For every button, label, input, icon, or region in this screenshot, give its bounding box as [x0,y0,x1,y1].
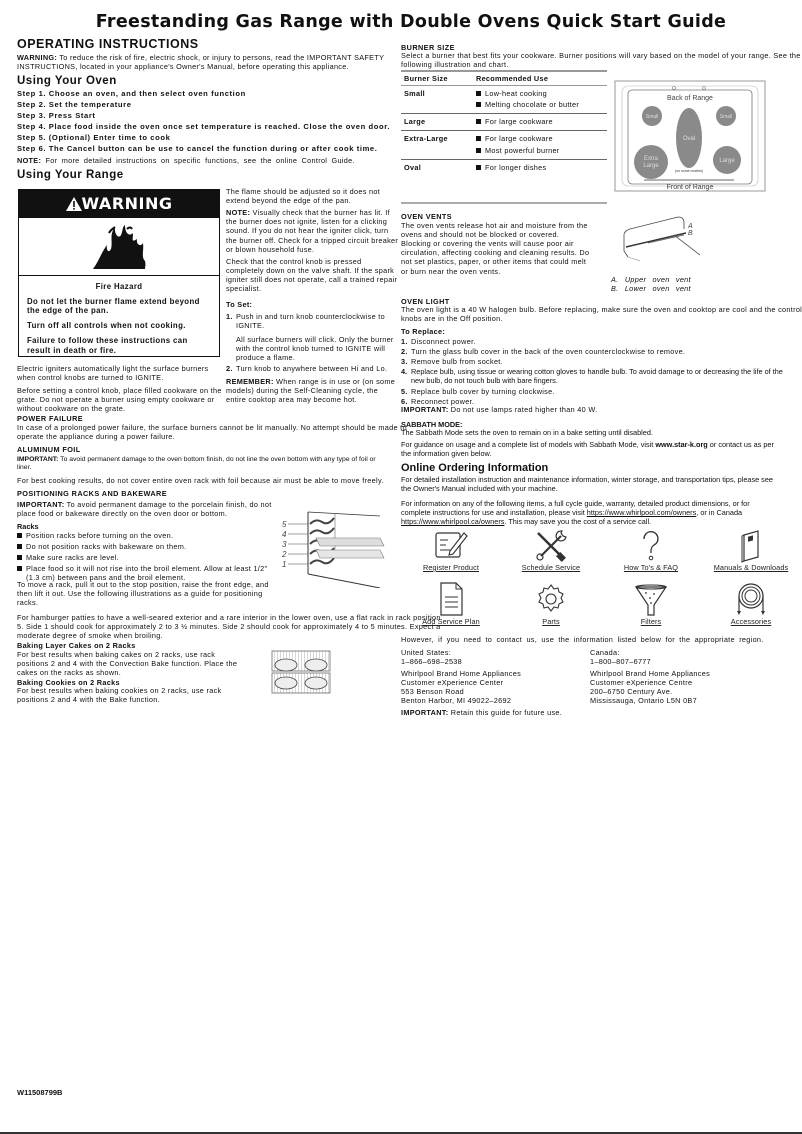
large-burner: Large [719,158,735,164]
operating-instructions-heading: OPERATING INSTRUCTIONS [17,37,199,51]
burner-use-cell [473,86,607,114]
rack-positions-illustration [280,508,390,588]
rack-number: 1 [282,560,287,569]
extra-large-burner: Extra [643,156,659,162]
remember-note [226,377,400,404]
cookies-heading: Baking Cookies on 2 Racks [17,678,120,687]
item-label: Accessories [730,617,772,626]
rack-bullet: Place food so it will not rise into the broil element. Allow at least 1/2" (1.3 cm) between pans and the broil element. [17,564,275,582]
online-text: . This may save you the cost of a service call. [504,517,652,527]
address-line: Customer eXperience Centre [590,677,693,687]
use-item: For longer dishes [476,163,604,172]
important-label: IMPORTANT: [17,500,65,509]
using-range-heading: Using Your Range [17,169,124,181]
upper-vent-label: A. Upper oven vent [611,275,691,284]
step-number: 1. [401,337,408,346]
range-instructions [226,187,400,404]
replace-step [401,337,786,346]
important-label: IMPORTANT: [17,456,59,463]
replace-steps [401,337,786,407]
whirlpool-us-link[interactable]: https://www.whirlpool.com/owners [586,508,697,518]
remember-text: When range is in use or (on some models) during the Self-Cleaning cycle, the entire cooktop area may become hot. [226,376,396,405]
igniters-text: Electric igniters automatically light the surface burners when control knobs are turned to IGNITE. [17,364,209,383]
table-row [401,159,607,176]
warning-line: Failure to follow these instructions can result in death or fire. [27,335,188,355]
replace-step [401,347,786,356]
guidance-text: or contact us as per the information given below. [401,440,774,459]
address-line: Mississauga, Ontario L5N 0B7 [590,695,697,705]
item-label: Add Service Plan [422,617,480,626]
racks-important [17,500,277,518]
item-label: How To's & FAQ [623,563,679,572]
vents-legend [611,275,691,293]
important-text: To avoid permanent damage to the oven bottom finish, do not line the oven bottom with any type of foil or liner. [17,456,376,472]
oval-burner: Oval [682,136,696,142]
foil-important [17,456,387,473]
address-line: 553 Benson Road [401,686,464,696]
power-failure-heading: POWER FAILURE [17,414,84,423]
table-row [401,114,607,131]
oven-light-heading: OVEN LIGHT [401,297,450,306]
address-line: 200–6750 Century Ave. [590,686,673,696]
note-label: NOTE: [17,156,42,165]
warning-triangle-icon [66,197,82,211]
important-text: To avoid permanent damage to the porcelain finish, do not place food or bakeware directly on the oven door or bottom. [17,500,272,519]
replace-step [401,357,786,366]
rack-number: 5 [282,520,287,529]
cakes-heading: Baking Layer Cakes on 2 Racks [17,641,136,650]
online-ordering-heading: Online Ordering Information [401,462,549,474]
to-set-steps [226,312,400,373]
use-item: Most powerful burner [476,146,604,155]
use-item: For large cookware [476,117,604,126]
warning-line: Turn off all controls when not cooking. [27,321,186,331]
back-of-range-label: Back of Range [667,95,713,102]
step-text: Turn knob to anywhere between Hi and Lo. [236,363,388,373]
step-text: Disconnect power. [411,337,476,346]
extra-large-burner: Large [643,163,659,169]
oven-note [17,156,355,165]
to-set-step [226,312,400,330]
schedule-service-link[interactable] [501,527,601,579]
region-label: United States: [401,648,452,657]
burner-size-cell: Small [401,86,473,114]
step-number: 5. [401,386,408,396]
step-number: 2. [226,363,233,373]
cookies-text: For best results when baking cookies on 2 racks, use rack positions 2 and 4 with the Bake function. [17,686,222,705]
funnel-icon [632,581,670,617]
oven-step-6: Step 6. The Cancel button can be use to cancel the function during or after cook time. [17,144,378,153]
step-text: Reconnect power. [411,396,475,406]
oven-vents-text: The oven vents release hot air and moisture from the ovens and should not be blocked or covered. Blocking or covering the vents will cause poor air circulation, affecting cooking and cleaning results. Do not set plastics, paper, or other items that could melt or burn near the oven vents. [401,221,590,276]
item-label: Filters [640,617,662,626]
note-text: Visually check that the burner has lit. If the burner does not ignite, listen for a clicking sound. If you do not hear the igniter click, turn the burner off. Check for a tripped circuit breaker or blown household fuse. [226,208,399,254]
before-setting-text: Before setting a control knob, place filled cookware on the grate. Do not operate a burner using empty cookware or without cookware on the grate. [17,386,222,414]
address-line: Whirlpool Brand Home Appliances [590,669,711,679]
fire-hazard-warning-box [18,189,220,357]
step-number: 4. [401,367,408,377]
to-replace-heading: To Replace: [401,327,446,336]
oven-step-3: Step 3. Press Start [17,111,96,120]
to-set-step [226,364,400,373]
online-text-1: For detailed installation instruction and maintenance information, winter storage, and transportation tips, please see the Owner's Manual included with your machine. [401,475,773,494]
operating-warning [17,53,397,71]
step-number: 1. [226,312,233,322]
table-row [401,131,607,159]
online-services-grid [401,527,801,633]
to-set-heading: To Set: [226,300,253,310]
use-item: Melting chocolate or butter [476,100,604,109]
question-icon [632,527,670,563]
warning-text-block [19,276,219,366]
cakes-on-racks-illustration [268,647,334,697]
oven-vents-illustration [620,213,700,263]
part-number: W11508799B [17,1088,63,1097]
oven-light-text: The oven light is a 40 W halogen bulb. Before replacing, make sure the oven and cooktop are cool and the control knobs are in the Off position. [401,305,802,324]
step-text: Push in and turn knob counterclockwise to IGNITE. [236,312,385,331]
range-note [226,208,400,254]
us-contact [401,648,581,705]
item-label: Schedule Service [521,563,581,572]
flame-text: The flame should be adjusted so it does not extend beyond the edge of the pan. [226,187,381,206]
document-icon [432,581,470,617]
burner-size-cell: Large [401,114,473,131]
warning-header [19,190,219,218]
step-text: Turn the glass bulb cover in the back of the oven counterclockwise to remove. [411,347,686,357]
item-label: Manuals & Downloads [713,563,789,572]
ca-phone: 1–800–807–6777 [590,657,652,667]
check-text: Check that the control knob is pressed completely down on the valve shaft. If the spark igniter still does not operate, call a trained repair specialist. [226,256,398,294]
racks-bullets [17,531,275,585]
table-row [401,86,607,114]
register-icon [432,527,470,563]
add-service-plan-link[interactable] [401,581,501,633]
step-number: 6. [401,396,408,406]
positioning-racks-heading: POSITIONING RACKS AND BAKEWARE [17,489,167,498]
item-label: Register Product [423,563,479,572]
step-number: 3. [401,357,408,367]
cooktop-burner-diagram [614,80,766,192]
oven-steps [17,88,390,154]
step-text: Replace bulb, using tissue or wearing cotton gloves to handle bulb. To avoid damage to or decreasing the life of the new bulb, do not touch bulb with bare fingers. [411,367,783,386]
manual-icon [732,527,770,563]
gear-icon [532,581,570,617]
burner-use-cell [473,131,607,159]
move-rack-text: To move a rack, pull it out to the stop position, raise the front edge, and then lift it out. Use the following illustrations as a guide for positioning racks. [17,580,269,608]
burner-use-cell [473,159,607,176]
sabbath-mode-text: The Sabbath Mode sets the oven to remain on in a bake setting until disabled. [401,428,653,437]
rack-number: 2 [282,550,287,559]
retain-guide-note [401,708,562,717]
fire-graphic [19,218,219,276]
important-text: Do not use lamps rated higher than 40 W. [450,405,598,414]
sabbath-guidance [401,440,781,458]
burner-size-text: Select a burner that best fits your cookware. Burner positions will vary based on the model of your range. See the following illustration and chart. [401,51,801,70]
use-item: Low-heat cooking [476,89,604,98]
filters-link[interactable] [601,581,701,633]
tools-icon [532,527,570,563]
aluminum-foil-heading: ALUMINUM FOIL [17,445,81,454]
warning-label: WARNING: [17,53,58,62]
vent-a-label: A [688,223,693,230]
step-text: Replace bulb cover by turning clockwise. [411,386,555,396]
us-phone: 1–866–698–2538 [401,657,463,667]
foil-text: For best cooking results, do not cover entire oven rack with foil because air must be able to move freely. [17,476,384,485]
step-number: 2. [401,347,408,357]
using-oven-heading: Using Your Oven [17,75,117,87]
remember-label: REMEMBER: [226,376,274,386]
sabbath-mode-heading: SABBATH MODE: [401,420,463,429]
warning-line: Do not let the burner flame extend beyond the edge of the pan. [27,296,200,316]
oven-step-1: Step 1. Choose an oven, and then select oven function [17,89,246,98]
burner-size-cell: Oval [404,162,422,172]
item-label: Parts [542,617,560,626]
hazard-title: Fire Hazard [95,282,143,291]
rack-bullet: Make sure racks are level. [17,553,275,562]
vent-b-label: B [688,230,693,237]
rack-bullet: Position racks before turning on the oven. [17,531,275,540]
rack-number: 3 [282,540,287,549]
important-text: Retain this guide for future use. [450,708,563,717]
address-line: Customer eXperience Center [401,677,504,687]
lower-vent-label: B. Lower oven vent [611,284,691,294]
oval-note: (on some models) [674,169,704,173]
replace-step [401,367,786,385]
whirlpool-ca-link[interactable]: https://www.whirlpool.ca/owners [401,517,505,527]
online-text: For information on any of the following items, a full cycle guide, warranty, detailed product dimensions, or for complete instructions for use and installation, please visit [401,499,750,518]
step-text: All surface burners will click. Only the burner with the control knob turned to IGNITE will produce a flame. [236,334,394,362]
rack-number: 4 [282,530,287,539]
oven-step-5: Step 5. (Optional) Enter time to cook [17,133,171,142]
accessories-link[interactable] [701,581,801,633]
light-important [401,405,597,414]
oven-step-2: Step 2. Set the temperature [17,100,132,109]
how-tos-faq-link[interactable] [601,527,701,579]
cakes-text: For best results when baking cakes on 2 racks, use rack positions 2 and 4 with the Convection Bake function. Place the cakes on the racks as shown. [17,650,238,678]
burner-size-cell: Extra-Large [401,131,473,159]
small-burner-left: Small [645,114,659,120]
address-line: Whirlpool Brand Home Appliances [401,669,522,679]
oven-step-4: Step 4. Place food inside the oven once set temperature is reached. Close the oven door. [17,122,391,131]
contact-intro-text: However, if you need to contact us, use the information listed below for the appropriate region. [401,635,764,644]
parts-link[interactable] [501,581,601,633]
hose-icon [732,581,770,617]
address-line: Benton Harbor, MI 49022–2692 [401,695,512,705]
fire-icon [89,223,149,271]
power-failure-text: In case of a prolonged power failure, the surface burners cannot be lit manually. No attempt should be made to operate the appliance during a power failure. [17,423,407,442]
rack-bullet: Do not position racks with bakeware on them. [17,542,275,551]
burner-use-cell [473,114,607,131]
step-text: Remove bulb from socket. [411,357,503,367]
column-header: Burner Size [401,71,473,86]
divider [401,202,607,204]
important-label: IMPORTANT: [401,405,449,414]
replace-step [401,387,786,396]
online-text-2 [401,499,776,526]
important-label: IMPORTANT: [401,708,449,717]
manuals-downloads-link[interactable] [701,527,801,579]
use-item: For large cookware [476,134,604,143]
note-text: For more detailed instructions on specific functions, see the online Control Guide. [45,156,355,165]
document-title: Freestanding Gas Range with Double Ovens Quick Start Guide [95,12,727,32]
to-set-step [226,335,400,362]
oven-vents-heading: OVEN VENTS [401,212,453,221]
online-text: , or in Canada [696,508,743,518]
region-label: Canada: [590,648,620,657]
note-label: NOTE: [226,208,251,218]
burner-size-heading: BURNER SIZE [401,43,455,52]
warning-header-text: WARNING [81,194,173,213]
hamburger-text: For hamburger patties to have a well-seared exterior and a rare interior in the lower oven, use a flat rack in rack position 5. Side 1 should cook for approximately 2 to 3 ½ minutes. Side 2 should cook for approximately 4 to 5 minutes. Expect a moderate degree of smoke when broiling. [17,613,441,641]
front-of-range-label: Front of Range [666,184,714,191]
star-k-link[interactable]: www.star-k.org [655,440,708,449]
column-header: Recommended Use [473,71,607,86]
guidance-text: For guidance on usage and a complete list of models with Sabbath Mode, visit [401,440,656,449]
canada-contact [590,648,790,705]
racks-subheading: Racks [17,522,39,531]
register-product-link[interactable] [401,527,501,579]
small-burner-right: Small [719,114,733,120]
table-header-row [401,71,607,86]
warning-text: To reduce the risk of fire, electric shock, or injury to persons, read the IMPORTANT SAFETY INSTRUCTIONS, located in your appliance's Owner's Manual, before operating this appliance. [17,53,385,72]
burner-size-table [401,70,607,176]
